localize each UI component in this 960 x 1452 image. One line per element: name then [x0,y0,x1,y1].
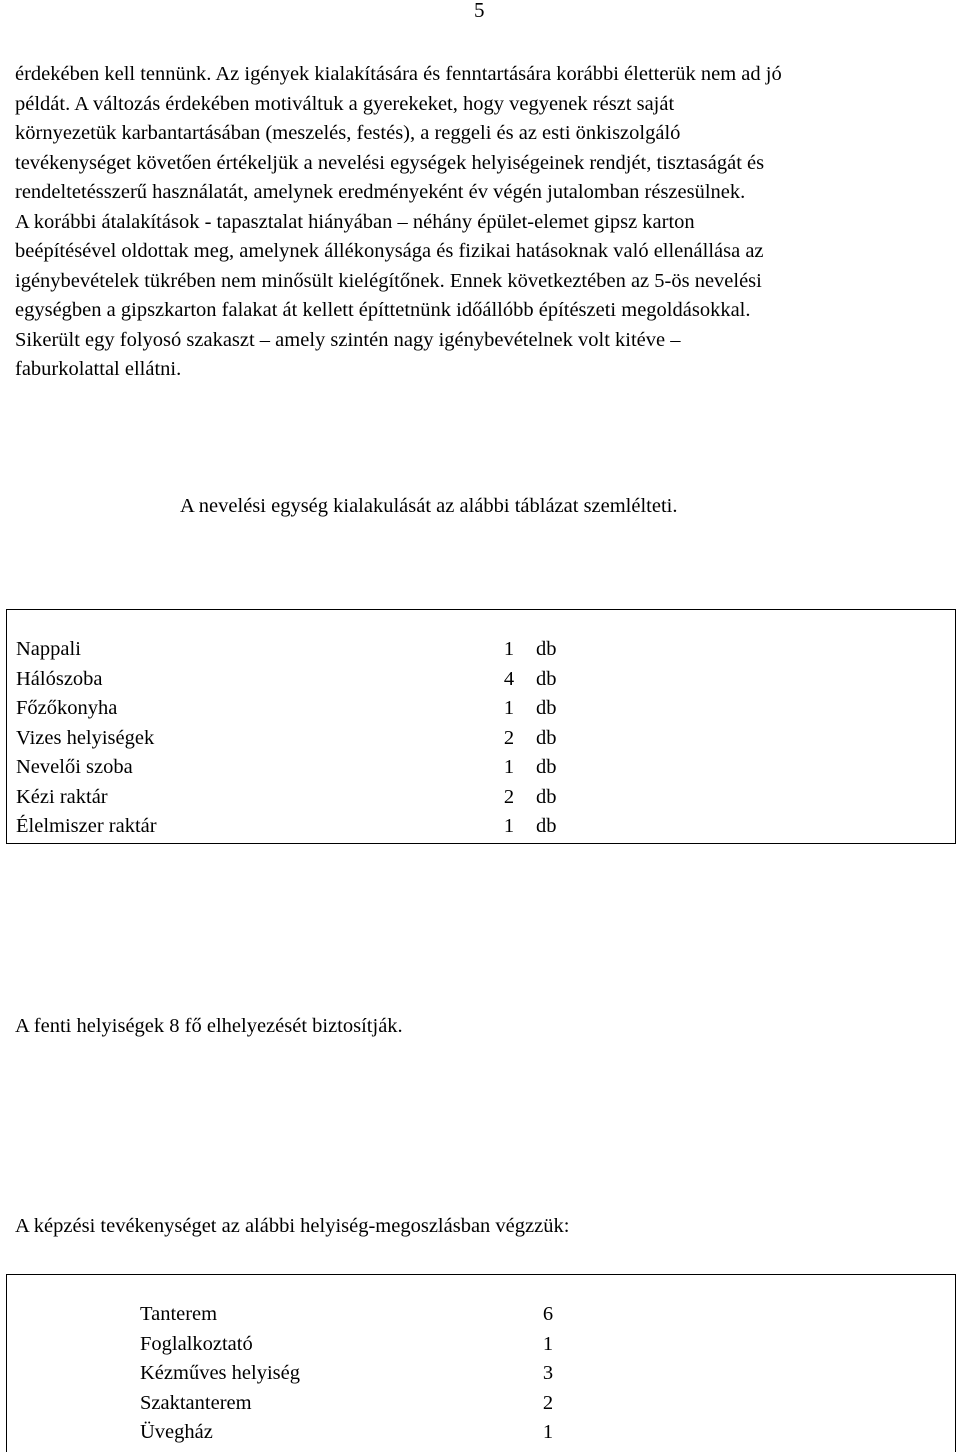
paragraph-line: beépítésével oldottak meg, amelynek állékonysága és fizikai hatásoknak való ellenállása az [15,240,764,262]
room-count: 1 [503,638,515,660]
room-name: Nevelői szoba [16,756,133,778]
body-paragraph [15,60,950,385]
table-caption-training: A képzési tevékenységet az alábbi helyiség-megoszlásban végzzük: [15,1215,570,1237]
capacity-note: A fenti helyiségek 8 fő elhelyezését biztosítják. [15,1015,403,1037]
training-room-count: 1 [542,1421,554,1443]
room-count: 1 [503,756,515,778]
table-caption-rooms: A nevelési egység kialakulását az alábbi táblázat szemlélteti. [180,495,678,517]
room-name: Nappali [16,638,81,660]
training-room-name: Tanterem [140,1303,218,1325]
room-count: 1 [503,815,515,837]
page-number: 5 [474,0,485,22]
paragraph-line: rendeltetésszerű használatát, amelynek eredményeként év végén jutalomban részesülnek. [15,181,746,203]
room-unit: db [536,667,557,690]
room-count: 2 [503,726,515,749]
training-room-name: Üvegház [140,1421,213,1443]
table-row [7,727,955,757]
room-name: Élelmiszer raktár [16,815,157,837]
room-name: Hálószoba [16,667,103,690]
paragraph-line: példát. A változás érdekében motiváltuk a gyerekeket, hogy vegyenek részt saját [15,92,675,115]
room-unit: db [536,697,557,719]
room-name: Kézi raktár [16,785,108,808]
paragraph-line: A korábbi átalakítások - tapasztalat hiányában – néhány épület-elemet gipsz karton [15,210,695,233]
table-row [7,815,955,845]
table-row [7,1333,955,1363]
room-unit: db [536,815,557,837]
training-room-name: Foglalkoztató [140,1332,253,1355]
room-unit: db [536,756,557,778]
room-name: Főzőkonyha [16,697,118,719]
rooms-table [6,609,956,844]
table-row [7,1303,955,1333]
paragraph-line: tevékenységet követően értékeljük a nevelési egységek helyiségeinek rendjét, tisztaságát és [15,151,765,174]
paragraph-line: környezetük karbantartásában (meszelés, festés), a reggeli és az esti önkiszolgáló [15,122,681,144]
room-count: 2 [503,785,515,808]
training-room-count: 3 [542,1362,554,1384]
table-row [7,638,955,668]
room-unit: db [536,726,557,749]
training-rooms-table [6,1274,956,1452]
paragraph-line: faburkolattal ellátni. [15,358,182,380]
paragraph-line: egységben a gipszkarton falakat át kellett építtetnünk időállóbb építészeti megoldásokkal. [15,299,751,321]
table-row [7,1421,955,1451]
training-room-count: 1 [542,1332,554,1355]
room-count: 1 [503,697,515,719]
training-room-count: 6 [542,1303,554,1325]
training-room-count: 2 [542,1391,554,1414]
paragraph-line: érdekében kell tennünk. Az igények kialakítására és fenntartására korábbi életterük nem ad jó [15,63,782,85]
table-row [7,786,955,816]
paragraph-line: Sikerült egy folyosó szakaszt – amely szintén nagy igénybevételnek volt kitéve – [15,328,681,351]
table-row [7,756,955,786]
table-row [7,697,955,727]
room-name: Vizes helyiségek [16,726,155,749]
table-row [7,1392,955,1422]
room-unit: db [536,638,557,660]
room-count: 4 [503,667,515,690]
room-unit: db [536,785,557,808]
training-room-name: Szaktanterem [140,1391,252,1414]
paragraph-line: igénybevételek tükrében nem minősült kielégítőnek. Ennek következtében az 5-ös nevelési [15,269,762,292]
table-row [7,1362,955,1392]
training-room-name: Kézműves helyiség [140,1362,300,1384]
table-row [7,668,955,698]
